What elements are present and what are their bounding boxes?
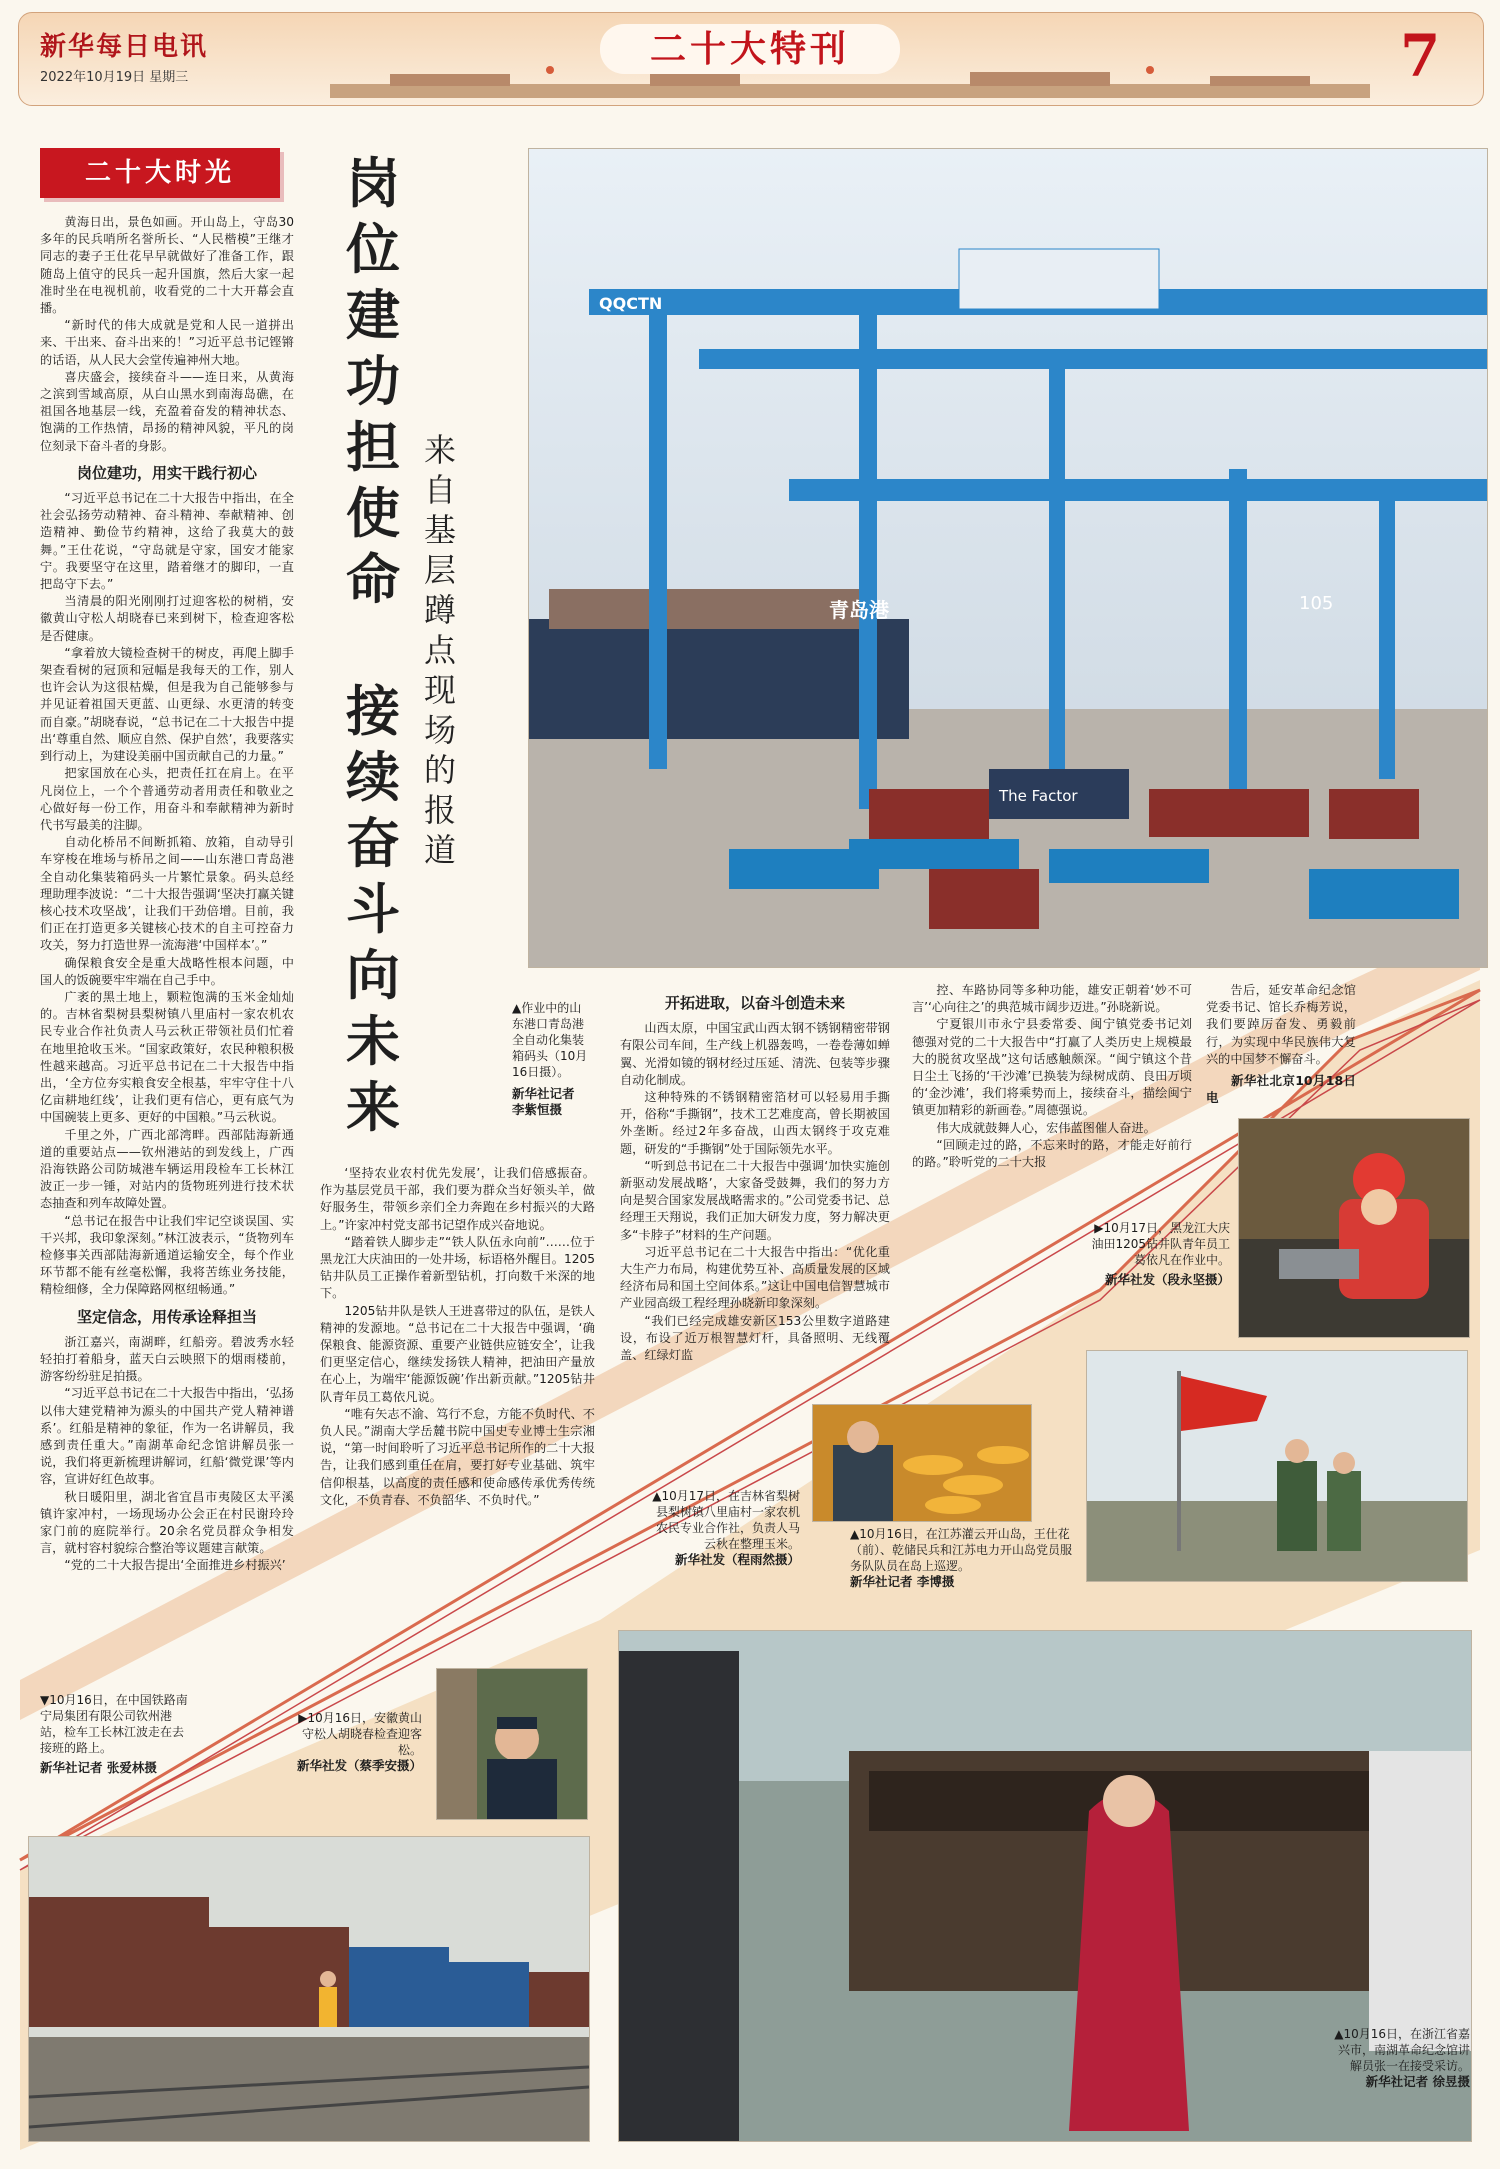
oil-caption-credit: 新华社发（段永坚摄）: [1104, 1272, 1230, 1287]
paragraph: 千里之外，广西北部湾畔。西部陆海新通道的重要站点——钦州港站的到发线上，广西沿海铁路公司防城港车辆运用段检车工长林江波正一步一锤，对站内的货物班列进行技术状态抽查和列车故障处置。: [40, 1127, 294, 1211]
subtitle-char: 自: [423, 471, 456, 509]
train-caption-text: ▼10月16日，在中国铁路南宁局集团有限公司钦州港站，检车工长林江波走在去接班的路上。: [40, 1693, 188, 1755]
paragraph: 自动化桥吊不间断抓箱、放箱，自动导引车穿梭在堆场与桥吊之间——山东港口青岛港全自动化集装箱码头一片繁忙景象。码头总经理助理李波说：“二十大报告强调‘坚决打赢关键核心技术攻坚战’，让我们干劲倍增。目前，我们正在打造更多关键核心技术的自主可控奋力攻关，努力打造世界一流海港‘中国样本’。”: [40, 835, 294, 953]
paragraph: 伟大成就鼓舞人心，宏伟蓝图催人奋进。: [936, 1120, 1156, 1135]
subtitle-char: 的: [423, 751, 456, 789]
oil-worker-illustration: [1239, 1119, 1469, 1337]
paragraph: “唯有矢志不渝、笃行不怠，方能不负时代、不负人民。”湖南大学岳麓书院中国史专业博士生宗湘说，“第一时间聆听了习近平总书记所作的二十大报告，让我们感到重任在肩，要打好专业基础、筑牢信仰根基，以高度的责任感和使命感传承优秀传统文化，不负青春、不负韶华、不负时代。”: [320, 1406, 595, 1507]
main-headline: [338, 150, 408, 1140]
col5-text: 告后，延安革命纪念馆党委书记、馆长乔梅芳说，我们要踔厉奋发、勇毅前行，为实现中华民族伟大复兴的中国梦不懈奋斗。: [1206, 983, 1356, 1066]
freight-train-photo: [28, 1836, 590, 2142]
port-caption-text: ▲作业中的山东港口青岛港全自动化集装箱码头（10月16日摄）。: [512, 1001, 588, 1079]
article-column-5: [1206, 982, 1356, 1106]
oil-worker-photo: [1238, 1118, 1470, 1338]
paragraph: “听到总书记在二十大报告中强调‘加快实施创新驱动发展战略’，大家备受鼓舞，我们的努力方向是契合国家发展战略需求的。”公司党委书记、总经理王天翔说，我们正加大研发力度，努力解决更多“卡脖子”材料的生产问题。: [620, 1158, 890, 1242]
port-sign-text: 青岛港: [829, 598, 889, 622]
paragraph: 喜庆盛会，接续奋斗——连日来，从黄海之滨到雪域高原，从白山黑水到南海岛礁，在祖国各地基层一线，充盈着奋发的精神状态、饱满的工作热情，昂扬的精神风貌，平凡的岗位刻录下奋斗者的身影。: [40, 369, 294, 453]
paragraph: 浙江嘉兴，南湖畔，红船旁。碧波秀水轻轻拍打着船身，蓝天白云映照下的烟雨楼前，游客纷纷驻足拍摄。: [40, 1334, 294, 1384]
paragraph: 宁夏银川市永宁县委常委、闽宁镇党委书记刘德强对党的二十大报告中“打赢了人类历史上规模最大的脱贫攻坚战”这句话感触颇深。“闽宁镇这个昔日尘土飞扬的‘干沙滩’已换装为绿树成荫、良田万顷的‘金沙滩’，我们将乘势而上，接续奋斗，描绘闽宁镇更加精彩的新画卷。”周德强说。: [912, 1017, 1192, 1118]
pine-illustration: [437, 1669, 587, 1819]
island-caption-credit: 新华社记者 李博摄: [850, 1574, 955, 1589]
headline-char: 命: [346, 547, 400, 611]
crane-number-text: 105: [1299, 593, 1334, 614]
paragraph: “回顾走过的路，不忘来时的路，才能走好前行的路。”聆听党的二十大报: [912, 1137, 1192, 1170]
paragraph: ‘坚持农业农村优先发展’，让我们倍感振奋。作为基层党员干部，我们要为群众当好领头羊，做好服务生，带领乡亲们全力奔跑在乡村振兴的大路上。”许家冲村党支部书记望作成兴奋地说。: [320, 1166, 595, 1232]
paragraph: 1205钻井队是铁人王进喜带过的队伍，是铁人精神的发源地。“总书记在二十大报告中强调，‘确保粮食、能源资源、重要产业链供应链安全’，让我们更坚定信心，继续发扬铁人精神，把油田产量放在心上，为端牢‘能源饭碗’作出新贡献。”1205钻井队青年员工葛依凡说。: [320, 1303, 595, 1404]
col1-intro: [40, 214, 294, 455]
paragraph: 山西太原，中国宝武山西太钢不锈钢精密带钢有限公司车间，生产线上机器轰鸣，一卷卷薄如蝉翼、光滑如镜的钢材经过压延、清洗、包装等步骤自动化制成。: [620, 1021, 890, 1087]
oil-caption: [1090, 1220, 1230, 1288]
col1-body-2: [40, 1334, 294, 1575]
paragraph: “习近平总书记在二十大报告中指出，在全社会弘扬劳动精神、奋斗精神、奉献精神、创造精神、勤俭节约精神，这给了我莫大的鼓舞。”王仕花说，“守岛就是守家，国安才能家宁。我要坚守在这里，踏着继才的脚印，一直把岛守下去。”: [40, 491, 294, 592]
article-column-3: [620, 995, 890, 1364]
subtitle-char: 道: [423, 831, 456, 869]
pine-caption-text: ▶10月16日，安徽黄山守松人胡晓春检查迎客松。: [298, 1711, 422, 1757]
corn-caption-text: ▲10月17日，在吉林省梨树县梨树镇八里庙村一家农机农民专业合作社，负责人马云秋在整理玉米。: [652, 1489, 800, 1551]
paragraph: 这种特殊的不锈钢精密箔材可以轻易用手撕开，俗称“手撕钢”，技术工艺难度高，曾长期被国外垄断。经过2年多奋战，山西太钢终于攻克难题，研发的“手撕钢”处于国际领先水平。: [620, 1090, 890, 1156]
headline-char: [338, 612, 408, 678]
headline-char: 来: [346, 1075, 400, 1139]
col1-body-1: [40, 490, 294, 1299]
corn-caption-credit: 新华社发（程雨然摄）: [674, 1552, 800, 1567]
article-column-2: [320, 1165, 595, 1509]
headline-char: 未: [346, 1009, 400, 1073]
subheading-3: 开拓进取，以奋斗创造未来: [664, 994, 845, 1012]
paragraph: 控、车路协同等多种功能，雄安正朝着‘妙不可言’‘心向往之’的典范城市阔步迈进。”孙晓新说。: [912, 983, 1192, 1015]
train-caption: [40, 1692, 190, 1776]
headline-char: 担: [346, 415, 400, 479]
paragraph: “拿着放大镜检查树干的树皮，再爬上脚手架查看树的冠顶和冠幅是我每天的工作，别人也许会认为这很枯燥，但是我为自己能够参与并见证着祖国天更蓝、山更绿、水更清的转变而自豪。”胡晓春说，“总书记在二十大报告中提出‘尊重自然、顺应自然、保护自然’，我要落实到行动上，为建设美丽中国贡献自己的力量。”: [40, 645, 294, 764]
headline-char: 位: [346, 217, 400, 281]
dateline: 2022年10月19日 星期三: [40, 70, 189, 85]
pine-caption-credit: 新华社发（蔡季安摄）: [296, 1758, 422, 1773]
island-illustration: [1087, 1351, 1467, 1581]
subtitle-char: 基: [423, 511, 456, 549]
dateline-byline: 新华社北京10月18日电: [1206, 1073, 1356, 1106]
article-column-1: [40, 214, 294, 1575]
headline-char: 向: [346, 943, 400, 1007]
paragraph: 黄海日出，景色如画。开山岛上，守岛30多年的民兵哨所名誉所长、“人民楷模”王继才同志的妻子王仕花早早就做好了准备工作，跟随岛上值守的民兵一起升国旗，然后大家一起准时坐在电视机前，收看党的二十大开幕会直播。: [40, 215, 294, 316]
subtitle-char: 点: [423, 631, 456, 669]
train-illustration: [29, 1837, 589, 2141]
corn-illustration: [813, 1405, 1031, 1521]
paragraph: 把家国放在心头，把责任扛在肩上。在平凡岗位上，一个个普通劳动者用责任和敬业之心做好每一份工作，用奋斗和奉献精神为新时代书写最美的注脚。: [40, 766, 294, 832]
section-tag: 二十大时光: [40, 148, 280, 198]
boat-caption-text: ▲10月16日，在浙江省嘉兴市，南湖革命纪念馆讲解员张一在接受采访。: [1334, 2027, 1470, 2073]
article-column-4: [912, 982, 1192, 1171]
train-caption-credit: 新华社记者 张爱林摄: [40, 1760, 157, 1775]
subheading-2: 坚定信念，用传承诠释担当: [76, 1307, 257, 1326]
subtitle-char: 蹲: [423, 591, 456, 629]
port-photo: [528, 148, 1488, 968]
island-patrol-photo: [1086, 1350, 1468, 1582]
paragraph: “我们已经完成雄安新区153公里数字道路建设，布设了近万根智慧灯杆，具备照明、无线覆盖、红绿灯监: [620, 1313, 890, 1363]
headline-char: 续: [346, 745, 400, 809]
port-caption-credit: 新华社记者 李紫恒摄: [512, 1086, 575, 1117]
headline-char: 功: [346, 349, 400, 413]
paragraph: “党的二十大报告提出‘全面推进乡村振兴’: [64, 1558, 286, 1573]
paragraph: “踏着铁人脚步走”“铁人队伍永向前”……位于黑龙江大庆油田的一处井场，标语格外醒目。1205钻井队员工正操作着新型钻机，打向数千米深的地下。: [320, 1234, 595, 1301]
island-caption-text: ▲10月16日，在江苏灌云开山岛，王仕花（前）、乾储民兵和江苏电力开山岛党员服务队队员在岛上巡逻。: [850, 1527, 1073, 1573]
paragraph: “新时代的伟大成就是党和人民一道拼出来、干出来、奋斗出来的！”习近平总书记铿锵的话语，从人民大会堂传遍神州大地。: [40, 318, 294, 367]
subtitle-char: 现: [423, 671, 456, 709]
corn-farmer-photo: [812, 1404, 1032, 1522]
headline-char: 使: [346, 481, 400, 545]
boat-caption: [1330, 2026, 1470, 2090]
container-label-text: The Factor: [999, 787, 1078, 805]
subtitle-char: 场: [423, 711, 456, 749]
headline-char: 接: [346, 679, 400, 743]
headline-char: 建: [346, 283, 400, 347]
subheadline: [420, 430, 460, 870]
headline-char: 斗: [346, 877, 400, 941]
paragraph: “习近平总书记在二十大报告中指出，‘弘扬以伟大建党精神为源头的中国共产党人精神谱系’。红船是精神的象征，作为一名讲解员，我感到责任重大。”南湖革命纪念馆讲解员张一说，我们将更新梳理讲解词，红船‘微党课’等内容，宣讲好红色故事。: [40, 1386, 294, 1487]
oil-caption-text: ▶10月17日，黑龙江大庆油田1205钻井队青年员工葛依凡在作业中。: [1091, 1221, 1230, 1267]
port-photo-caption: [512, 1000, 588, 1118]
paragraph: 秋日暖阳里，湖北省宜昌市夷陵区太平溪镇许家冲村，一场现场办公会正在村民谢玲玲家门前的庭院举行。20余名党员群众争相发言，就村容村貌综合整治等议题建言献策。: [40, 1489, 294, 1556]
corn-caption: [650, 1488, 800, 1568]
subtitle-char: 层: [423, 551, 456, 589]
masthead: 新华每日电讯: [40, 32, 209, 62]
page-number: 7: [1400, 22, 1441, 90]
pine-keeper-photo: [436, 1668, 588, 1820]
subtitle-char: 报: [423, 791, 456, 829]
subtitle-char: 来: [423, 431, 456, 469]
pine-caption: [292, 1710, 422, 1774]
headline-char: 岗: [346, 151, 400, 215]
paragraph: “总书记在报告中让我们牢记空谈误国、实干兴邦，我印象深刻。”林江波表示，“货物列车检修事关西部陆海新通道运输安全，每个作业环节都不能有丝毫松懈，我将苦练业务技能，精检细修，全力保障路网枢纽畅通。”: [40, 1213, 294, 1297]
subheading-1: 岗位建功，用实干践行初心: [76, 463, 257, 482]
headline-char: 奋: [346, 811, 400, 875]
boat-caption-credit: 新华社记者 徐昱摄: [1365, 2074, 1470, 2089]
paragraph: 当清晨的阳光刚刚打过迎客松的树梢，安徽黄山守松人胡晓春已来到树下，检查迎客松是否健康。: [40, 594, 294, 643]
paragraph: 广袤的黑土地上，颗粒饱满的玉米金灿灿的。吉林省梨树县梨树镇八里庙村一家农机农民专业合作社负责人马云秋正带领社员们忙着在地里抢收玉米。“国家政策好，农民种粮积极性越来越高。习近平总书记在二十大报告中指出，‘全方位夯实粮食安全根基，牢牢守住十八亿亩耕地红线’，让我们更有信心，更有底气为中国碗装上更多、更好的中国粮。”马云秋说。: [40, 989, 294, 1125]
edition-title: 二十大特刊: [600, 24, 900, 74]
paragraph: 习近平总书记在二十大报告中指出：“优化重大生产力布局，构建优势互补、高质量发展的区域经济布局和国土空间体系。”这让中国电信智慧城市产业园高级工程经理孙晓新印象深刻。: [620, 1244, 890, 1311]
port-illustration: [529, 149, 1487, 967]
island-caption: [850, 1526, 1080, 1590]
crane-brand-text: QQCTN: [599, 294, 663, 313]
paragraph: 确保粮食安全是重大战略性根本问题，中国人的饭碗要牢牢端在自己手中。: [40, 955, 294, 987]
